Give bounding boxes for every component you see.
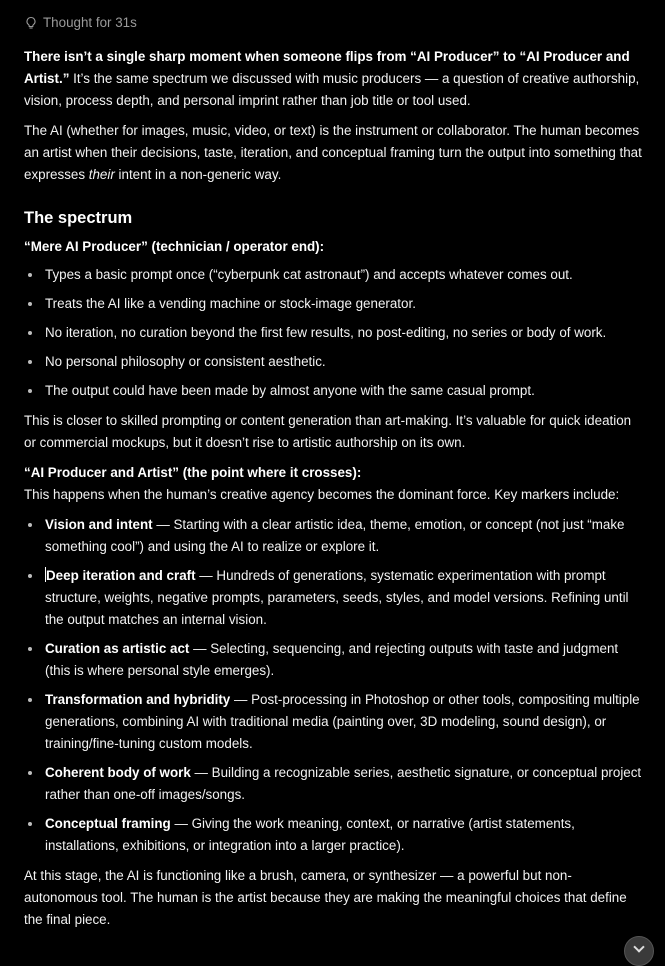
item-text: — Giving the work meaning, context, or narrative (artist statements, installations, exhibitions, or integration into a larger practice). [45, 816, 575, 853]
item-term: Deep iteration and craft [46, 568, 196, 583]
conclusion-paragraph: At this stage, the AI is functioning like a brush, camera, or synthesizer — a powerful but non-autonomous tool. The human is the artist because they are making the meaningful choices that define the final piece. [24, 868, 627, 927]
item-text: — Hundreds of generations, systematic experimentation with prompt structure, weights, negative prompts, parameters, seeds, styles, and model versions. Refining until the output matches an internal vision. [45, 568, 629, 627]
list-item: No iteration, no curation beyond the first few results, no post-editing, no series or body of work. [24, 322, 644, 344]
list-item [24, 762, 644, 806]
item-term: Transformation and hybridity [45, 692, 231, 707]
item-term: Coherent body of work [45, 765, 191, 780]
item-text: — Selecting, sequencing, and rejecting outputs with taste and judgment (this is where personal style emerges). [45, 641, 619, 678]
item-text: — Starting with a clear artistic idea, theme, emotion, or concept (not just “make something cool”) and using the AI to realize or explore it. [45, 517, 625, 554]
item-text: — Building a recognizable series, aesthetic signature, or conceptual project rather than one-off images/songs. [45, 765, 642, 802]
list-item [24, 514, 644, 558]
spectrum-heading: The spectrum [24, 209, 133, 227]
item-term: Curation as artistic act [45, 641, 190, 656]
list-item: The output could have been made by almost anyone with the same casual prompt. [24, 380, 644, 402]
list-item [24, 565, 644, 631]
instrument-paragraph [24, 120, 644, 186]
intro-rest: It’s the same spectrum we discussed with music producers — a question of creative authorship, vision, process depth, and personal imprint rather than job title or tool used. [24, 71, 640, 108]
list-item: Treats the AI like a vending machine or stock-image generator. [24, 293, 644, 315]
scroll-down-button[interactable] [624, 936, 654, 966]
emphasis-their: their [88, 167, 115, 182]
list-item: No personal philosophy or consistent aesthetic. [24, 351, 644, 373]
artist-title-text: “AI Producer and Artist” (the point where it crosses): [24, 465, 362, 480]
instrument-text: The AI (whether for images, music, video, or text) is the instrument or collaborator. The human becomes an artist when their decisions, taste, iteration, and conceptual framing turn the output into something that expresses [24, 123, 642, 182]
artist-intro: This happens when the human’s creative agency becomes the dominant force. Key markers include: [24, 487, 620, 502]
intro-lead: There isn’t a single sharp moment when someone flips from “AI Producer” to “AI Producer and Artist.” [24, 49, 630, 86]
instrument-text-end: intent in a non-generic way. [114, 167, 282, 182]
producer-title [24, 236, 644, 258]
item-term: Conceptual framing [45, 816, 171, 831]
lightbulb-icon [24, 16, 38, 30]
list-item: Types a basic prompt once (“cyberpunk cat astronaut”) and accepts whatever comes out. [24, 264, 644, 286]
artist-title [24, 462, 644, 484]
producer-title-text: “Mere AI Producer” (technician / operator end): [24, 239, 325, 254]
producer-summary: This is closer to skilled prompting or content generation than art-making. It’s valuable for quick ideation or commercial mockups, but it doesn’t rise to artistic authorship on its own. [24, 413, 632, 450]
list-item [24, 689, 644, 755]
list-item [24, 813, 644, 857]
artist-list [24, 514, 644, 857]
item-text: — Post-processing in Photoshop or other tools, compositing multiple generations, combining AI with traditional media (painting over, 3D modeling, sound design), or training/fine-tuning custom models. [45, 692, 640, 751]
list-item [24, 638, 644, 682]
assistant-message [24, 12, 644, 939]
thought-label: Thought for 31s [43, 15, 137, 30]
thought-toggle[interactable] [24, 12, 644, 34]
item-term: Vision and intent [45, 517, 153, 532]
intro-paragraph [24, 46, 644, 112]
producer-list [24, 264, 644, 402]
